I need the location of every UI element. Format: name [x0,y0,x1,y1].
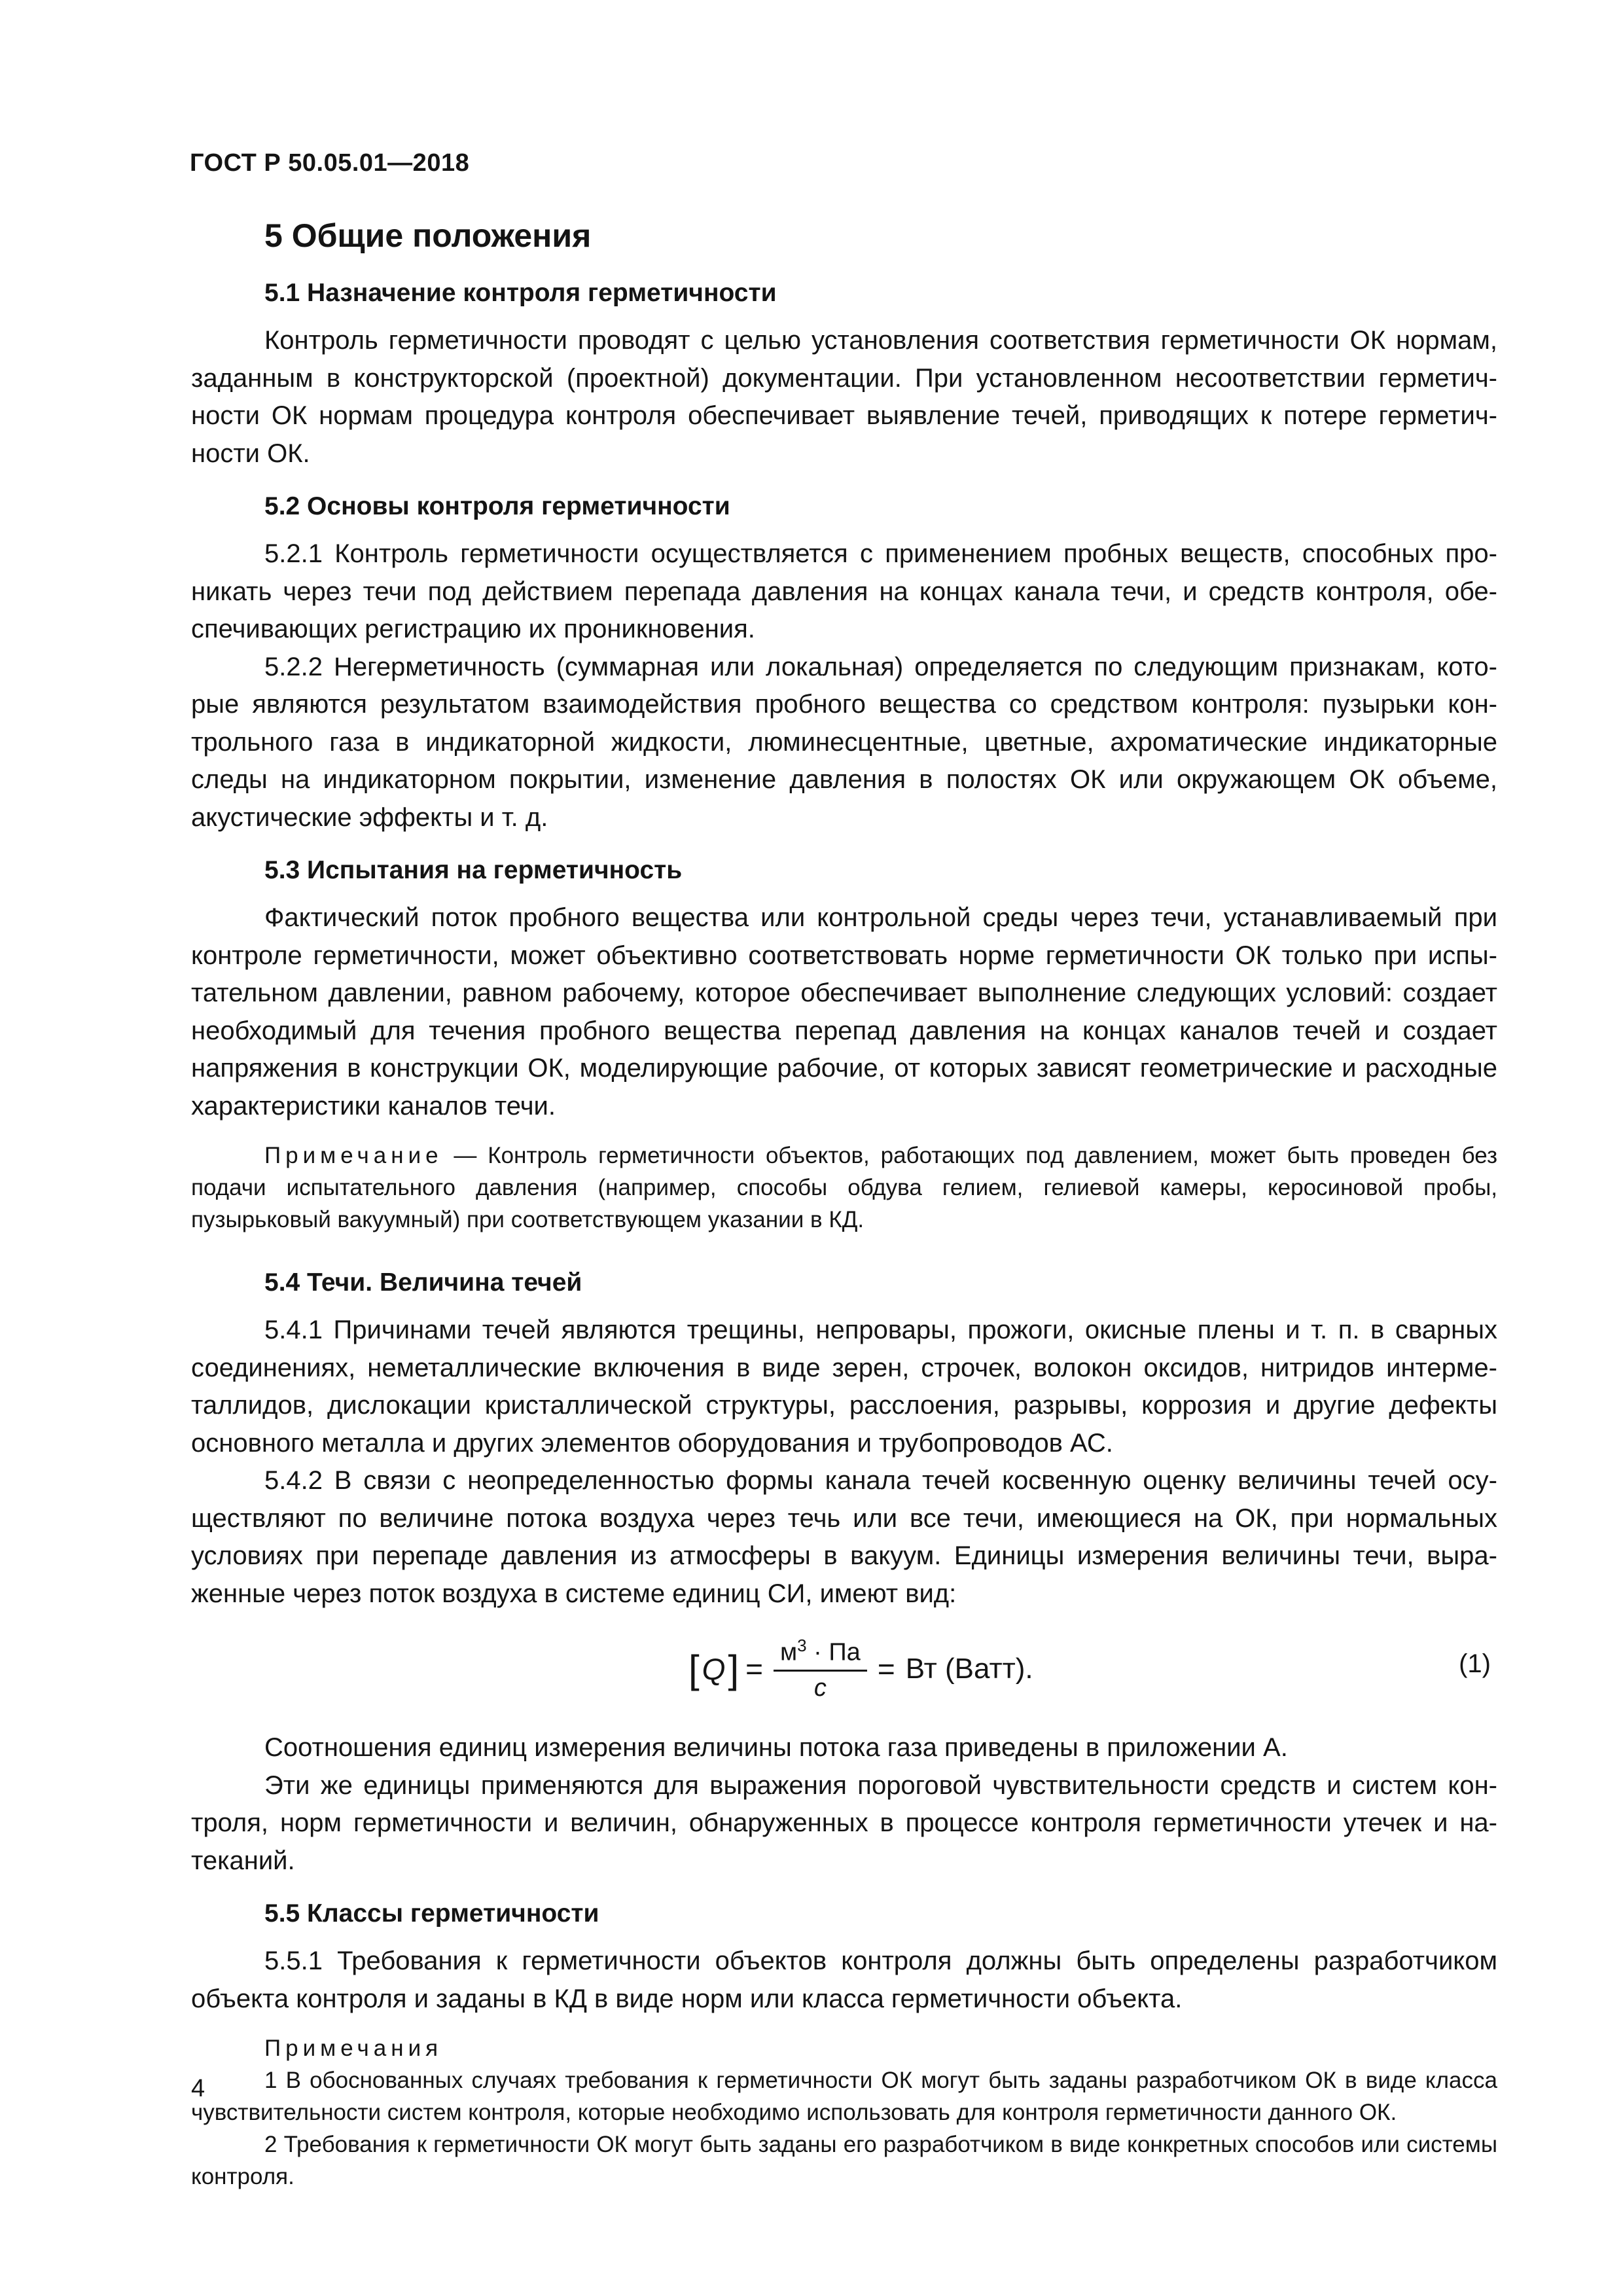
formula-right-bracket: ] [728,1647,740,1691]
subsection-5-1-title: 5.1 Назначение контроля герметичности [264,279,777,307]
numerator-exponent: 3 [797,1636,807,1656]
note-5-3 [191,1139,1497,1236]
subsection-5-5-title: 5.5 Классы герметичности [264,1899,599,1928]
page-content [191,216,1497,2193]
numerator-base: м [780,1638,798,1666]
note-label: Примечание [264,1143,443,1168]
formula-equals: = [745,1652,763,1686]
formula-1 [191,1624,1497,1723]
formula-number: (1) [1459,1649,1491,1678]
paragraph-5-2-2: 5.2.2 Негерметичность (суммарная или локальная) определяется по следующим признакам, которые являются результатом взаимодействия пробного вещества со средством контроля: пузырьки контрольного газа в индикаторной жидкости, люминесцентные, цветные, ахроматические индикаторные следы на индикаторном покрытии, изменение давления в полостях ОК или окружающем ОК объеме, акустические эффекты и т. д. [191,652,1497,832]
subsection-5-4-title: 5.4 Течи. Величина течей [264,1268,582,1297]
page-number: 4 [191,2075,205,2102]
subsection-5-3-title: 5.3 Испытания на герметичность [264,856,683,884]
formula-left-bracket: [ [688,1647,700,1691]
document-id-header: ГОСТ Р 50.05.01—2018 [190,149,470,177]
formula-equals-2: = [877,1652,895,1686]
paragraph-5-3: Фактический поток пробного вещества или контрольной среды через течи, устанавливаемый при контроле герметичности, может объективно соответствовать норме герметичности ОК только при испытательном давлении, равном рабочему, которое обеспечивает выполнение следующих условий: создает необходимый для течения пробного вещества перепад давления на концах каналов течей и создает напряжения в конструкции ОК, моделирующие рабочие, от которых зависят геометрические и расходные характеристики каналов течи. [191,903,1497,1121]
subsection-5-2-title: 5.2 Основы контроля герметичности [264,492,730,520]
formula-fraction [774,1636,867,1702]
note-text: — Контроль герметичности объектов, работающих под давлением, может быть проведен без подачи испытательного давления (например, способы обдува гелием, гелиевой камеры, керосиновой пробы, пузырьковый вакуумный) при соответствующем указании в КД. [191,1143,1497,1232]
formula-denominator: с [813,1674,827,1702]
paragraph-5-4-2: 5.4.2 В связи с неопределенностью формы канала течей косвенную оценку величины течей осуществляют по величине потока воздуха через течь или все течи, имеющиеся на ОК, при нормальных условиях при перепаде давления из атмосферы в вакуум. Единицы измерения величины течи, выраженные через поток воздуха в системе единиц СИ, имеют вид: [191,1466,1497,1608]
formula-result: Вт (Ватт). [905,1653,1033,1685]
note-item-1: 1 В обоснованных случаях требования к герметичности ОК могут быть заданы разработчиком ОК в виде класса чувствительности систем контроля, которые необходимо использовать для контроля герметичности данного ОК. [191,2068,1497,2125]
note-item-2: 2 Требования к герметичности ОК могут быть заданы его разработчиком в виде конкретных способов или системы контроля. [191,2132,1497,2189]
paragraph-5-4-4: Эти же единицы применяются для выражения пороговой чувствительности средств и систем контроля, норм герметичности и величин, обнаруженных в процессе контроля герметичности утечек и натеканий. [191,1770,1497,1875]
formula-numerator [774,1636,867,1672]
paragraph-5-4-1: 5.4.1 Причинами течей являются трещины, непровары, прожоги, окисные плены и т. п. в сварных соединениях, неметаллические включения в виде зерен, строчек, волокон оксидов, нитридов интерметаллидов, дислокации кристаллической структуры, расслоения, разрывы, коррозия и другие дефекты основного металла и других элементов оборудования и трубопроводов АС. [191,1316,1497,1458]
paragraph-5-1: Контроль герметичности проводят с целью установления соответствия герметичности ОК нормам, заданным в конструкторской (проектной) документации. При установленном несоответствии герметичности ОК нормам процедура контроля обеспечивает выявление течей, приводящих к потере герметичности ОК. [191,326,1497,468]
numerator-rest: · Па [806,1638,861,1666]
paragraph-5-2-1: 5.2.1 Контроль герметичности осуществляется с применением пробных веществ, способных проникать через течи под действием перепада давления на концах канала течи, и средств контроля, обеспечивающих регистрацию их проникновения. [191,539,1497,643]
formula-symbol: Q [702,1652,726,1686]
notes-heading: Примечания [264,2036,443,2061]
section-title: 5 Общие положения [264,217,592,254]
paragraph-5-5-1: 5.5.1 Требования к герметичности объектов контроля должны быть определены разработчиком объекта контроля и заданы в КД в виде норм или класса герметичности объекта. [191,1946,1497,2013]
notes-5-5 [191,2032,1497,2193]
paragraph-5-4-3: Соотношения единиц измерения величины потока газа приведены в приложении А. [264,1733,1288,1762]
formula-expression [688,1630,1033,1708]
